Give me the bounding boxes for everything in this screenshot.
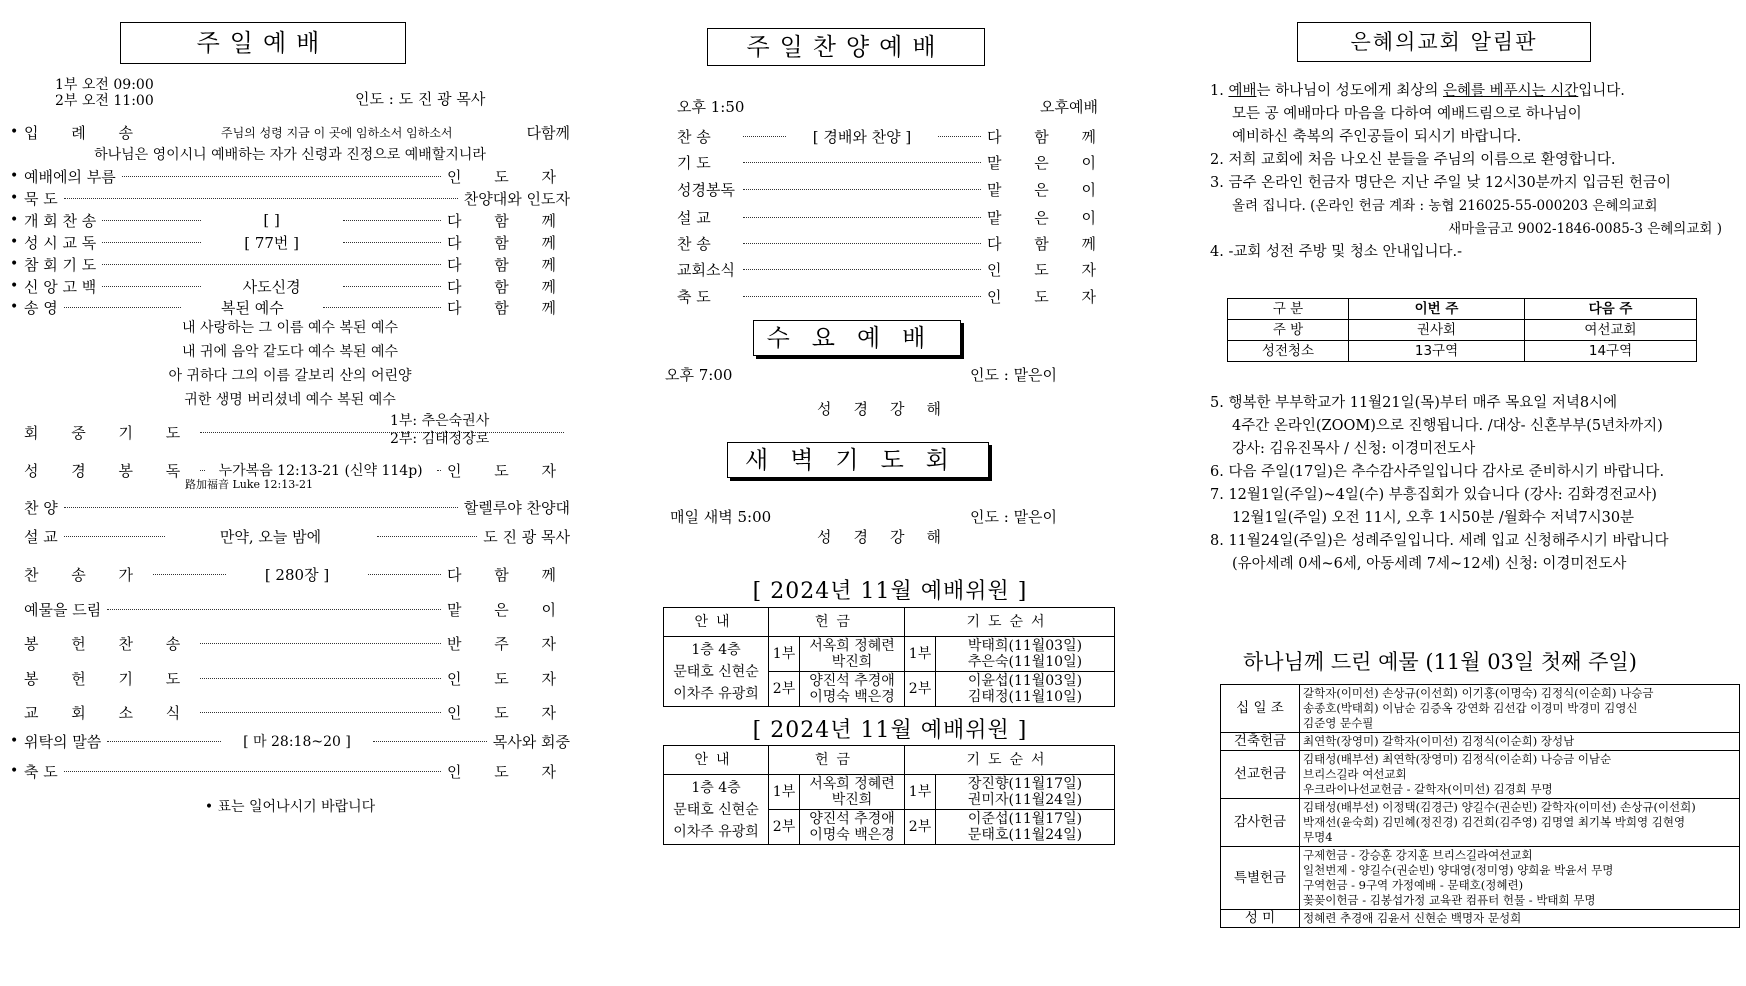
- item-leader: 인 도 자: [986, 287, 1110, 306]
- order-item-commission: • 위탁의 말씀 [ 마 28:18~20 ] 목사와 회중: [10, 732, 570, 751]
- prayer-names: [936, 775, 1115, 810]
- name-line: 갈학자(이미선) 손상규(이선희) 이기홍(이명숙) 김정식(이순희) 나승금: [1303, 686, 1654, 700]
- text: 입니다.: [1578, 83, 1625, 99]
- item-label: 예배에의 부름: [24, 167, 116, 186]
- item-content: 주님의 성령 지금 이 곳에 임하소서 임하소서: [220, 125, 453, 140]
- name-line: 박재선(윤숙희) 김민혜(정진경) 김건희(김주영) 김명열 최기복 박희영 김현영: [1303, 815, 1686, 829]
- lyric-line: 귀한 생명 버리셨네 예수 복된 예수: [184, 392, 396, 408]
- announcement-line: (유아세례 0세~6세, 아동세례 7세~12세) 신청: 이경미전도사: [1232, 556, 1627, 572]
- item-leader: 인 도 자: [986, 260, 1110, 279]
- table-cell: 권사회: [1349, 320, 1525, 341]
- announcement-1: [1210, 80, 1730, 103]
- table-cell: 13구역: [1349, 341, 1525, 362]
- order-item-anthem: [10, 495, 570, 519]
- item-label: 찬 송: [677, 234, 711, 253]
- offering-names: [1300, 685, 1740, 733]
- prayer-entry: 김태정(11월10일): [967, 689, 1083, 705]
- praise-time: 오후 1:50: [677, 98, 745, 116]
- header-guide: 안내: [664, 608, 769, 637]
- lyric-line: 아 귀하다 그의 이름 갈보리 산의 어린양: [168, 368, 412, 384]
- announcement-line: 새마을금고 9002-1846-0085-3 은혜의교회 ): [1448, 221, 1722, 237]
- prayer-entry: 박태희(11월03일): [967, 638, 1083, 654]
- table-cell: 주 방: [1228, 320, 1349, 341]
- announcement-6: 6. 다음 주일(17일)은 추수감사주일입니다 감사로 준비하시기 바랍니다.: [1210, 464, 1665, 480]
- item-leader: 인 도 자: [446, 703, 570, 722]
- item-leader: 다 함 께: [447, 298, 571, 317]
- announcement-2: 2. 저희 교회에 처음 나오신 분들을 주님의 이름으로 환영합니다.: [1210, 152, 1616, 168]
- guide-names: 이차주 유광희: [673, 685, 759, 702]
- prayer-second-service: 2부: 김태정장로: [390, 431, 490, 447]
- order-item-entrance: • 입 례 송 주님의 성령 지금 이 곳에 임하소서 임하소서 다함께: [10, 123, 570, 142]
- header-offering: 헌금: [769, 608, 905, 637]
- order-item-opening-hymn: • 개 회 찬 송 [ ] 다 함 께: [10, 211, 570, 230]
- item-label: 예물을 드림: [24, 600, 102, 619]
- item-leader: 맡 은 이: [986, 208, 1110, 227]
- scripture-subtitle: 路加福音 Luke 12:13-21: [185, 478, 313, 491]
- standing-footnote: • 표는 일어나시기 바랍니다: [204, 799, 376, 815]
- order-item-offering: [10, 597, 570, 621]
- bulletin-board-title: 은혜의교회 알림판: [1297, 22, 1591, 62]
- prayer-names: [936, 637, 1115, 672]
- offering-names: [1300, 910, 1740, 928]
- prayer-names: [936, 810, 1115, 845]
- first-service-time: 1부 오전 09:00: [55, 77, 154, 93]
- announcement-7: 7. 12월1일(주일)~4일(수) 부흥집회가 있습니다 (강사: 김화경전교사): [1210, 487, 1657, 503]
- item-leader: 다 함 께: [987, 127, 1111, 146]
- worship-leader: 인도 : 도 진 광 목사: [355, 90, 486, 108]
- guide-names: 문태호 신현순: [673, 663, 759, 680]
- item-label: 축 도: [24, 762, 58, 781]
- item-leader: 반 주 자: [446, 634, 570, 653]
- item-label: 봉 헌 기 도: [24, 669, 195, 688]
- offering-names: 서옥희 정혜련 박진희: [800, 637, 905, 672]
- header-guide: 안내: [664, 746, 769, 775]
- guide-cell: [664, 775, 769, 845]
- header-this-week: 이번 주: [1349, 299, 1525, 320]
- order-item-church-news: [10, 700, 570, 724]
- name-line: 무명4: [1303, 830, 1333, 844]
- name-line: 꽃꽂이헌금 - 김봉섭가정 교육관 컴퓨터 헌물 - 박태희 무명: [1303, 893, 1596, 907]
- item-label: 설 교: [677, 208, 711, 227]
- name-line: 구역헌금 - 9구역 가정예배 - 문태호(정혜련): [1303, 878, 1524, 892]
- prayer-names: [936, 672, 1115, 707]
- prayer-entry: 장진향(11월17일): [967, 776, 1083, 792]
- item-label: 찬 양: [24, 498, 58, 517]
- announcements-list: [1210, 80, 1730, 264]
- announcement-line: 모든 공 예배마다 마음을 다하여 예배드림으로 하나님이: [1232, 106, 1582, 122]
- order-item-silent-prayer: • 묵 도 찬양대와 인도자: [10, 189, 570, 208]
- item-label: 위탁의 말씀: [24, 732, 102, 751]
- prayer-entry: 권미자(11월24일): [967, 792, 1083, 808]
- announcement-5: 5. 행복한 부부학교가 11월21일(목)부터 매주 목요일 저녁8시에: [1210, 395, 1618, 411]
- item-leader: 목사와 회중: [492, 732, 570, 751]
- second-service-time: 2부 오전 11:00: [55, 93, 154, 109]
- guide-floors: 1층 4층: [691, 779, 741, 796]
- offering-names: [1300, 751, 1740, 799]
- header-category: 구 분: [1228, 299, 1349, 320]
- item-label: 신 앙 고 백: [24, 277, 97, 296]
- name-line: 최연학(장영미) 갈학자(이미선) 김정식(이순희) 장성남: [1303, 734, 1575, 748]
- duty-roster-table-1: [663, 607, 1115, 707]
- order-item-creed: • 신 앙 고 백 사도신경 다 함 께: [10, 277, 570, 296]
- dawn-time: 매일 새벽 5:00: [670, 508, 772, 526]
- praise-type: 오후예배: [1040, 98, 1098, 116]
- item-leader: 도 진 광 목사: [483, 527, 571, 546]
- offering-names: [1300, 847, 1740, 910]
- name-line: 김태성(배부선) 최연학(장영미) 김정식(이순희) 나승금 이남순: [1303, 752, 1612, 766]
- item-content: 복된 예수: [221, 298, 284, 317]
- order-item-responsive-reading: • 성 시 교 독 [ 77번 ] 다 함 께: [10, 233, 570, 252]
- name-line: 김준영 문수필: [1303, 716, 1374, 730]
- item-leader: 다 함 께: [446, 233, 570, 252]
- sermon-title: 만약, 오늘 밤에: [219, 527, 322, 546]
- item-label: 기 도: [677, 153, 711, 172]
- order-item-call: • 예배에의 부름 인 도 자: [10, 167, 570, 186]
- sunday-worship-column: [10, 0, 570, 986]
- offering-names: [1300, 799, 1740, 847]
- offering-category: 선교헌금: [1221, 751, 1300, 799]
- prayer-entry: 이윤섭(11월03일): [967, 673, 1083, 689]
- offering-names: 양진석 추경애 이명숙 백은경: [800, 672, 905, 707]
- item-label: 개 회 찬 송: [24, 211, 97, 230]
- item-label: 찬 송: [677, 127, 711, 146]
- table-cell: 여선교회: [1525, 320, 1697, 341]
- item-label: 묵 도: [24, 189, 58, 208]
- item-label: 찬 송 가: [24, 565, 148, 584]
- dawn-content: 성경강해: [817, 528, 963, 546]
- order-item-hymn: [10, 562, 570, 586]
- offering-list-table: [1220, 684, 1740, 928]
- offering-names: [1300, 733, 1740, 751]
- name-line: 일천번제 - 양길수(권순빈) 양대영(정미영) 양희윤 박윤서 무명: [1303, 863, 1614, 877]
- cleaning-duty-table: [1227, 298, 1697, 362]
- dawn-leader: 인도 : 맡은이: [970, 508, 1058, 526]
- praise-item: [677, 124, 1110, 148]
- item-leader: 인 도 자: [446, 461, 570, 480]
- prayer-first-service: 1부: 추은숙권사: [390, 413, 490, 429]
- order-item-confession: • 참 회 기 도 다 함 께: [10, 255, 570, 274]
- item-leader: 맡 은 이: [986, 180, 1110, 199]
- header-prayer: 기도순서: [905, 608, 1115, 637]
- praise-item: [677, 205, 1110, 229]
- item-leader: 인 도 자: [446, 762, 570, 781]
- order-item-benediction: • 축 도 인 도 자: [10, 762, 570, 781]
- duty-roster-title-1: [ 2024년 11월 예배위원 ]: [752, 579, 1028, 604]
- item-content: [ 77번 ]: [244, 233, 300, 252]
- order-item-doxology: • 송 영 복된 예수 다 함 께: [10, 298, 571, 317]
- item-content: 사도신경: [242, 277, 301, 296]
- item-label: 송 영: [24, 298, 58, 317]
- wednesday-time: 오후 7:00: [665, 366, 733, 384]
- lyric-line: 내 사랑하는 그 이름 예수 복된 예수: [181, 320, 399, 336]
- header-prayer: 기도순서: [905, 746, 1115, 775]
- item-leader: 맡 은 이: [986, 153, 1110, 172]
- order-item-sermon: [10, 524, 570, 548]
- text: 는 하나님이 성도에게 최상의: [1256, 83, 1443, 99]
- offering-category: 성 미: [1221, 910, 1300, 928]
- part-label: 2부: [905, 672, 936, 707]
- part-label: 2부: [769, 810, 800, 845]
- name-line: 브리스길라 여선교회: [1303, 767, 1407, 781]
- name-line: 김태성(배부선) 이정택(김경근) 양길수(권순빈) 갈학자(이미선) 손상규(이선희): [1303, 800, 1696, 814]
- announcement-3: 3. 금주 온라인 헌금자 명단은 지난 주일 낮 12시30분까지 입금된 헌금이: [1210, 175, 1672, 191]
- item-label: 회 중 기 도: [24, 423, 195, 442]
- guide-names: 문태호 신현순: [673, 801, 759, 818]
- offering-category: 십 일 조: [1221, 685, 1300, 733]
- part-label: 2부: [905, 810, 936, 845]
- middle-column: [655, 0, 1125, 986]
- item-label: 봉 헌 찬 송: [24, 634, 195, 653]
- header-offering: 헌금: [769, 746, 905, 775]
- part-label: 1부: [769, 637, 800, 672]
- item-label: 교회소식: [677, 260, 735, 279]
- item-leader: 다 함 께: [986, 234, 1110, 253]
- item-leader: 할렐루야 찬양대: [463, 498, 570, 517]
- item-leader: 다 함 께: [446, 277, 570, 296]
- announcement-4: 4. -교회 성전 주방 및 청소 안내입니다.-: [1210, 244, 1462, 260]
- offering-list-title: 하나님께 드린 예물 (11월 03일 첫째 주일): [1243, 650, 1637, 674]
- prayer-entry: 이준섭(11월17일): [967, 811, 1083, 827]
- praise-item: [677, 284, 1110, 308]
- praise-item: [677, 177, 1110, 201]
- praise-item: [677, 257, 1110, 281]
- name-line: 정혜련 추경애 김윤서 신현순 백명자 문성희: [1303, 911, 1522, 925]
- name-line: 우크라이나선교헌금 - 갈학자(이미선) 김경희 무명: [1303, 782, 1553, 796]
- praise-worship-title: 주일찬양예배: [707, 28, 985, 66]
- announcement-line: 12월1일(주일) 오전 11시, 오후 1시50분 /월화수 저녁7시30분: [1232, 510, 1635, 526]
- duty-roster-table-2: [663, 745, 1115, 845]
- guide-cell: [664, 637, 769, 707]
- sunday-worship-title: 주일예배: [120, 22, 406, 64]
- order-item-offering-hymn: [10, 631, 570, 655]
- announcement-line: 4주간 온라인(ZOOM)으로 진행됩니다. /대상- 신혼부부(5년차까지): [1232, 418, 1663, 434]
- header-next-week: 다음 주: [1525, 299, 1697, 320]
- item-content: [ 280장 ]: [264, 565, 330, 584]
- name-line: 구제헌금 - 강승훈 강지훈 브리스길라여선교회: [1303, 848, 1533, 862]
- wednesday-worship-title: 수요예배: [753, 320, 961, 356]
- lyric-line: 내 귀에 음악 같도다 예수 복된 예수: [181, 344, 399, 360]
- item-leader: 인 도 자: [446, 167, 570, 186]
- guide-floors: 1층 4층: [691, 641, 741, 658]
- item-leader: 인 도 자: [446, 669, 570, 688]
- scripture-reference: 누가복음 12:13-21 (신약 114p): [218, 463, 423, 479]
- part-label: 2부: [769, 672, 800, 707]
- item-leader: 맡 은 이: [446, 600, 570, 619]
- guide-names: 이차주 유광희: [673, 823, 759, 840]
- underlined-text: 예배: [1228, 83, 1257, 99]
- number: 1.: [1210, 83, 1229, 99]
- underlined-text: 은혜를 베푸시는 시간: [1443, 83, 1579, 99]
- entrance-verse: 하나님은 영이시니 예배하는 자가 신령과 진정으로 예배할지니라: [94, 147, 486, 163]
- item-label: 성 시 교 독: [24, 233, 97, 252]
- prayer-entry: 추은숙(11월10일): [967, 654, 1083, 670]
- part-label: 1부: [905, 637, 936, 672]
- item-content: [ 경배와 찬양 ]: [812, 127, 912, 146]
- table-cell: 14구역: [1525, 341, 1697, 362]
- order-item-offering-prayer: [10, 666, 570, 690]
- prayer-entry: 문태호(11월24일): [967, 827, 1083, 843]
- item-leader: 다함께: [526, 123, 570, 142]
- announcement-line: 예비하신 축복의 주인공들이 되시기 바랍니다.: [1232, 129, 1522, 145]
- praise-item: [677, 150, 1110, 174]
- praise-item: [677, 231, 1110, 255]
- item-leader: 찬양대와 인도자: [463, 189, 570, 208]
- item-content: [ ]: [263, 211, 280, 229]
- item-leader: 다 함 께: [446, 211, 570, 230]
- offering-category: 건축헌금: [1221, 733, 1300, 751]
- item-label: 교 회 소 식: [24, 703, 195, 722]
- offering-names: 양진석 추경애 이명숙 백은경: [800, 810, 905, 845]
- item-label: 성 경 봉 독: [24, 461, 195, 480]
- duty-roster-title-2: [ 2024년 11월 예배위원 ]: [752, 718, 1028, 743]
- announcement-line: 강사: 김유진목사 / 신청: 이경미전도사: [1232, 441, 1476, 457]
- table-cell: 성전청소: [1228, 341, 1349, 362]
- item-content: [ 마 28:18~20 ]: [243, 734, 351, 750]
- item-label: 설 교: [24, 527, 58, 546]
- name-line: 송종호(박태희) 이남순 김증옥 강연화 김선갑 이경미 박경미 김영신: [1303, 701, 1638, 715]
- offering-category: 특별헌금: [1221, 847, 1300, 910]
- item-label: 축 도: [677, 287, 711, 306]
- announcements-column: [1205, 0, 1740, 986]
- announcements-list-2: [1210, 392, 1730, 576]
- item-leader: 다 함 께: [446, 255, 570, 274]
- wednesday-leader: 인도 : 맡은이: [970, 366, 1058, 384]
- item-leader: 다 함 께: [446, 565, 570, 584]
- offering-category: 감사헌금: [1221, 799, 1300, 847]
- part-label: 1부: [905, 775, 936, 810]
- announcement-8: 8. 11월24일(주일)은 성례주일입니다. 세례 입교 신청해주시기 바랍니다: [1210, 533, 1669, 549]
- item-label: 성경봉독: [677, 180, 735, 199]
- item-label: 입 례 송: [24, 123, 148, 142]
- item-label: 참 회 기 도: [24, 255, 97, 274]
- wednesday-content: 성경강해: [817, 400, 963, 418]
- announcement-line: 올려 집니다. (온라인 헌금 계좌 : 농협 216025-55-000203 은혜의교회: [1232, 198, 1658, 214]
- offering-names: 서옥희 정혜련 박진희: [800, 775, 905, 810]
- part-label: 1부: [769, 775, 800, 810]
- dawn-prayer-title: 새벽기도회: [727, 442, 989, 478]
